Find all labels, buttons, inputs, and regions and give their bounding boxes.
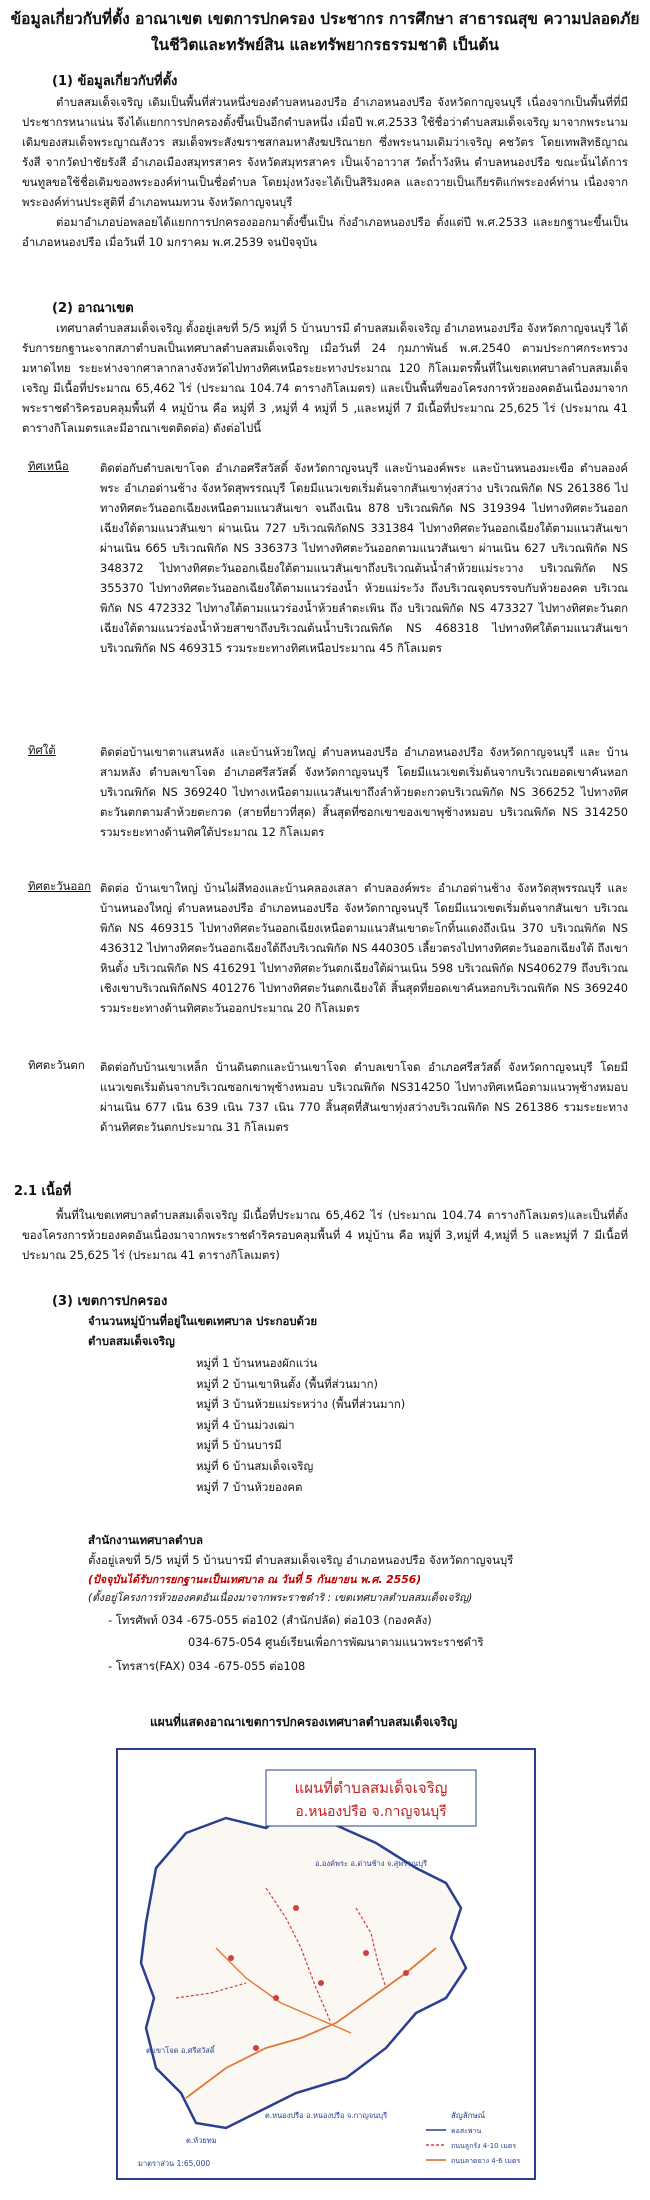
section-1-heading: (1) ข้อมูลเกี่ยวกับที่ตั้ง	[52, 74, 178, 89]
legend-bridge: คอสะพาน	[451, 2127, 482, 2135]
office-heading: สำนักงานเทศบาลตำบล	[88, 1533, 204, 1547]
label-nongprue: ต.หนองปรือ อ.หนองปรือ จ.กาญจนบุรี	[264, 2111, 388, 2120]
map-title-line-2: อ.หนองปรือ จ.กาญจนบุรี	[295, 1804, 447, 1820]
south-label: ทิศใต้	[28, 743, 56, 757]
list-item: หมู่ที่ 6 บ้านสมเด็จเจริญ	[196, 1458, 314, 1473]
legend-title: สัญลักษณ์	[451, 2111, 486, 2120]
village-marker	[228, 1955, 234, 1961]
village-marker	[403, 1970, 409, 1976]
list-item: หมู่ที่ 7 บ้านห้วยองคต	[196, 1479, 303, 1494]
office-location-note: (ตั้งอยู่โครงการห้วยองคตอันเนื่องมาจากพระราชดำริ : เขตเทศบาลตำบลสมเด็จเจริญ)	[88, 1592, 473, 1604]
municipal-map	[116, 1748, 536, 2180]
legend-laterite: ถนนลูกรัง 4-10 เมตร	[451, 2142, 517, 2150]
section-2-paragraph: เทศบาลตำบลสมเด็จเจริญ ตั้งอยู่เลขที่ 5/5 หมู่ที่ 5 บ้านบารมี ตำบลสมเด็จเจริญ อำเภอหนองปรือ จังหวัดกาญจนบุรี ได้รับการยกฐานะจากสภาตำบลเป็นเทศบาลตำบลสมเด็จเจริญ เมื่อวันที่ 24 กุมภาพันธ์ พ.ศ.2540 ตามประกาศกระทรวงมหาดไทย ระยะห่างจากศาลากลางจังหวัดไปทางทิศเหนือระยะทางประมาณ 120 กิโลเมตรพื้นที่ในเขตเทศบาลตำบลสมเด็จเจริญ มีเนื้อที่ประมาณ 65,462 ไร่ (ประมาณ 104.74 ตารางกิโลเมตร) และเป็นพื้นที่ของโครงการห้วยองคตอันเนื่องมาจากพระราชดำริครอบคลุมพื้นที่ 4 หมู่บ้าน คือ หมู่ที่ 3 ,หมู่ที่ 4 หมู่ที่ 5 ,และหมู่ที่ 7 มีเนื้อที่ประมาณ 25,625 ไร่ (ประมาณ 41 ตารางกิโลเมตรและมีอาณาเขตติดต่อ) ดังต่อไปนี้	[22, 321, 628, 435]
map-scale: มาตราส่วน 1:65,000	[138, 2159, 211, 2168]
map-figure	[116, 1748, 536, 2180]
east-boundary: ติดต่อ บ้านเขาใหญ่ บ้านไผ่สีทองและบ้านคลองเสลา ตำบลองค์พระ อำเภอด่านช้าง จังหวัดสุพรรณบุรี และบ้านหนองใหญ่ ตำบลหนองปรือ อำเภอหนองปรือ จังหวัดกาญจนบุรี โดยมีแนวเขตเริ่มต้นจากสันเขา บริเวณพิกัด NS 469315 ไปทางทิศตะวันออกเฉียงเหนือตามแนวสันเขาตะโกทิ้นแดงถึงเนิน 370 บริเวณพิกัด NS 436312 ไปทางทิศตะวันออกเฉียงใต้ถึงบริเวณพิกัด NS 440305 เลี้ยวตรงไปทางทิศตะวันออกเฉียงใต้ ถึงเขาหินตั้ง บริเวณพิกัด NS 416291 ไปทางทิศตะวันตกเฉียงใต้ผ่านเนิน 598 บริเวณพิกัด NS406279 ถึงบริเวณเชิงเขาบริเวณพิกัดNS 401276 ไปทางทิศตะวันตกเฉียงใต้ สิ้นสุดที่ยอดเขาคันหอกบริเวณพิกัด NS 369240 รวมระยะทางด้านทิศตะวันออกประมาณ 20 กิโลเมตร	[100, 881, 628, 1015]
phone-line-1: - โทรศัพท์ 034 -675-055 ต่อ102 (สำนักปลัด) ต่อ103 (กองคลัง)	[108, 1613, 432, 1627]
page-title: ข้อมูลเกี่ยวกับที่ตั้ง อาณาเขต เขตการปกครอง ประชากร การศึกษา สาธารณสุข ความปลอดภัยในชีวิตและทรัพย์สิน และทรัพยากรธรรมชาติ เป็นต้น	[10, 10, 640, 54]
village-marker	[293, 1905, 299, 1911]
village-marker	[363, 1950, 369, 1956]
village-marker	[318, 1980, 324, 1986]
section-1-body	[22, 92, 628, 252]
list-item: หมู่ที่ 4 บ้านม่วงเฒ่า	[196, 1417, 295, 1432]
village-count-heading: จำนวนหมู่บ้านที่อยู่ในเขตเทศบาล ประกอบด้วย	[88, 1314, 318, 1328]
north-label: ทิศเหนือ	[28, 459, 69, 473]
label-khaochot: ต.เขาโจด อ.ศรีสวัสดิ์	[146, 2046, 215, 2055]
village-marker	[273, 1995, 279, 2001]
map-heading: แผนที่แสดงอาณาเขตการปกครองเทศบาลตำบลสมเด็จเจริญ	[150, 1715, 458, 1729]
map-title-line-1: แผนที่ตำบลสมเด็จเจริญ	[294, 1779, 448, 1797]
east-label: ทิศตะวันออก	[28, 879, 92, 893]
section-2-intro	[22, 318, 628, 438]
subdistrict-name: ตำบลสมเด็จเจริญ	[88, 1334, 175, 1348]
west-boundary: ติดต่อกับบ้านเขาเหล็ก บ้านดินตกและบ้านเขาโจด ตำบลเขาโจด อำเภอศรีสวัสดิ์ จังหวัดกาญจนบุรี โดยมีแนวเขตเริ่มต้นจากบริเวณซอกเขาพุช้างหมอบ บริเวณพิกัด NS314250 ไปทางทิศเหนือตามแนวพุช้างหมอบ ผ่านเนิน 677 เนิน 639 เนิน 737 เนิน 770 สิ้นสุดที่สันเขาทุ่งสว่างบริเวณพิกัด NS 261386 รวมระยะทางด้านทิศตะวันตกประมาณ 31 กิโลเมตร	[100, 1060, 628, 1134]
section-1-paragraph-2: ต่อมาอำเภอบ่อพลอยได้แยกการปกครองออกมาตั้งขึ้นเป็น กิ่งอำเภอหนองปรือ ตั้งแต่ปี พ.ศ.2533 และยกฐานะขึ้นเป็นอำเภอหนองปรือ เมื่อวันที่ 10 มกราคม พ.ศ.2539 จนปัจจุบัน	[22, 215, 628, 249]
label-huaytom: ต.ห้วยทม	[186, 2136, 217, 2145]
section-3-heading: (3) เขตการปกครอง	[52, 1294, 168, 1309]
section-2-1-paragraph: พื้นที่ในเขตเทศบาลตำบลสมเด็จเจริญ มีเนื้อที่ประมาณ 65,462 ไร่ (ประมาณ 104.74 ตารางกิโลเมตร)และเป็นที่ตั้งของโครงการห้วยองคตอันเนื่องมาจากพระราชดำริครอบคลุมพื้นที่ 4 หมู่บ้าน คือ หมู่ที่ 3,หมู่ที่ 4,หมู่ที่ 5 และหมู่ที่ 7 มีเนื้อที่ประมาณ 25,625 ไร่ (ประมาณ 41 ตารางกิโลเมตร)	[22, 1208, 628, 1262]
south-boundary: ติดต่อบ้านเขาตาแสนหลัง และบ้านห้วยใหญ่ ตำบลหนองปรือ อำเภอหนองปรือ จังหวัดกาญจนบุรี และ บ้านสามหลัง ตำบลเขาโจด อำเภอศรีสวัสดิ์ จังหวัดกาญจนบุรี โดยมีแนวเขตเริ่มต้นจากบริเวณยอดเขาคันหอก บริเวณพิกัด NS 369240 ไปทางเหนือตามแนวสันเขาถึงลำห้วยตะกวดบริเวณพิกัด NS 366252 ไปทางทิศตะวันตกตามลำห้วยตะกวด (สายที่ยาวที่สุด) สิ้นสุดที่ซอกเขาของเขาพุช้างหมอบ บริเวณพิกัด NS 314250 รวมระยะทางด้านทิศใต้ประมาณ 12 กิโลเมตร	[100, 745, 628, 839]
list-item: หมู่ที่ 3 บ้านห้วยแม่ระหว่าง (พื้นที่ส่วนมาก)	[196, 1397, 406, 1412]
list-item: หมู่ที่ 5 บ้านบารมี	[196, 1438, 282, 1453]
north-boundary: ติดต่อกับตำบลเขาโจด อำเภอศรีสวัสดิ์ จังหวัดกาญจนบุรี และบ้านองค์พระ และบ้านหนองมะเขือ ตำบลองค์พระ อำเภอด่านช้าง จังหวัดสุพรรณบุรี โดยมีแนวเขตเริ่มต้นจากสันเขาทุ่งสว่าง บริเวณพิกัด NS 261386 ไปทางทิศตะวันออกเฉียงเหนือตามแนวสันเขา จนถึงเนิน 878 บริเวณพิกัด NS 319394 ไปทางทิศตะวันออกเฉียงใต้ตามแนวสันเขา ผ่านเนิน 727 บริเวณพิกัดNS 331384 ไปทางทิศตะวันออกเฉียงใต้ตามแนวสันเขา ผ่านเนิน 665 บริเวณพิกัด NS 336373 ไปทางทิศตะวันออกตามแนวสันเขา ผ่านเนิน 627 บริเวณพิกัด NS 348372 ไปทางทิศตะวันออกเฉียงใต้ตามแนวสันเขาถึงบริเวณต้นน้ำลำห้วยแม่ระวาง บริเวณพิกัด NS 355370 ไปทางทิศตะวันออกเฉียงใต้ตามแนวร่องน้ำ ห้วยแม่ระวัง ถึงบริเวณจุดบรรจบกับห้วยองคต บริเวณพิกัด NS 472332 ไปทางใต้ตามแนวร่องน้ำห้วยลำตะเพิน ถึง บริเวณพิกัด NS 473327 ไปทางทิศตะวันตกเฉียงใต้ตามแนวร่องน้ำห้วยสาขาถึงบริเวณต้นน้ำบริเวณพิกัด NS 468318 ไปทางทิศใต้ตามแนวสันเขาบริเวณพิกัด NS 469315 รวมระยะทางทิศเหนือประมาณ 45 กิโลเมตร	[100, 461, 628, 655]
fax-line: - โทรสาร(FAX) 034 -675-055 ต่อ108	[108, 1659, 306, 1673]
west-label: ทิศตะวันตก	[28, 1058, 85, 1072]
village-marker	[253, 2045, 259, 2051]
office-address: ตั้งอยู่เลขที่ 5/5 หมู่ที่ 5 บ้านบารมี ตำบลสมเด็จเจริญ อำเภอหนองปรือ จังหวัดกาญจนบุรี	[88, 1553, 514, 1567]
village-list	[196, 1353, 405, 1497]
section-2-1-heading: 2.1 เนื้อที่	[14, 1184, 72, 1199]
label-ongphra: อ.องค์พระ อ.ด่านช้าง จ.สุพรรณบุรี	[314, 1859, 428, 1868]
phone-line-2: 034-675-054 ศูนย์เรียนเพื่อการพัฒนาตามแนวพระราชดำริ	[188, 1635, 484, 1649]
list-item: หมู่ที่ 2 บ้านเขาหินตั้ง (พื้นที่ส่วนมาก)	[196, 1376, 379, 1391]
list-item: หมู่ที่ 1 บ้านหนองผักแว่น	[196, 1356, 318, 1370]
office-upgrade-note: (ปัจจุบันได้รับการยกฐานะเป็นเทศบาล ณ วันที่ 5 กันยายน พ.ศ. 2556)	[88, 1573, 422, 1586]
section-2-1-body	[22, 1205, 628, 1265]
section-2-heading: (2) อาณาเขต	[52, 301, 134, 316]
legend-asphalt: ถนนลาดยาง 4-6 เมตร	[451, 2157, 521, 2165]
section-1-paragraph-1: ตำบลสมเด็จเจริญ เดิมเป็นพื้นที่ส่วนหนึ่งของตำบลหนองปรือ อำเภอหนองปรือ จังหวัดกาญจนบุรี เนื่องจากเป็นพื้นที่ที่มีประชากรหนาแน่น จึงได้แยกการปกครองตั้งขึ้นเป็นอีกตำบลหนึ่ง เมื่อปี พ.ศ.2533 ใช้ชื่อว่าตำบลสมเด็จเจริญ มาจากพระนามเดิมของสมเด็จพระญาณสังวร สมเด็จพระสังฆราชสกลมหาสังฆปริณายก ซึ่งพระนามเดิมว่าเจริญ คชวัตร โดยเทพสิทธิญาณรังสี จากวัดป่าชัยรังสี อำเภอเมืองสมุทรสาคร จังหวัดสมุทรสาคร เป็นเจ้าอาวาส วัดถ้ำวังหิน ตำบลหนองปรือ ขณะนั้นได้การขนทูลขอใช้ชื่อเดิมของพระองค์ท่านเป็นชื่อตำบล โดยมุ่งหวังจะได้เป็นสิริมงคล และถวายเป็นเกียรติแก่พระองค์ท่าน เนื่องจากพระองค์ท่านประสูติที่ อำเภอพนมทวน จังหวัดกาญจนบุรี	[22, 95, 628, 209]
